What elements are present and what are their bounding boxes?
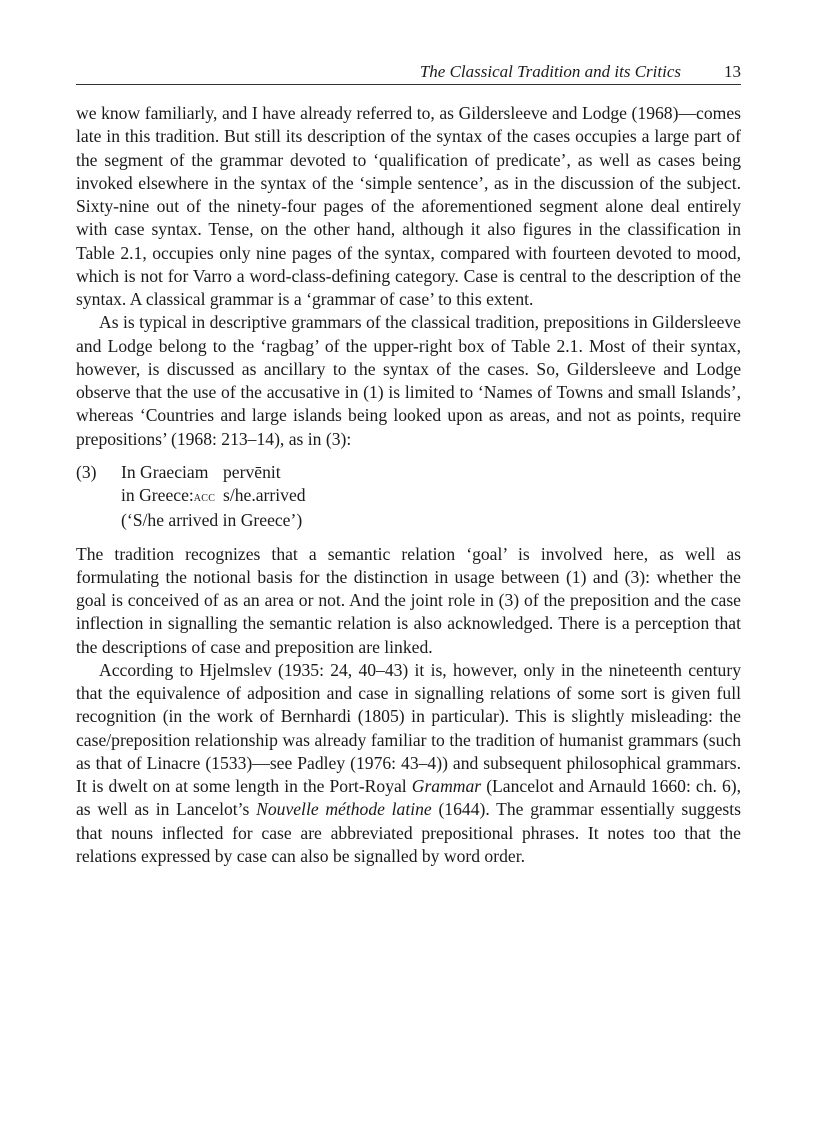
grammar-title: Grammar bbox=[411, 776, 482, 796]
gloss-word-1: in Greece:acc bbox=[121, 485, 216, 505]
example-translation: (‘S/he arrived in Greece’) bbox=[121, 510, 303, 531]
page-number: 13 bbox=[724, 62, 741, 81]
example-latin-line bbox=[121, 461, 741, 484]
paragraph-1: we know familiarly, and I have already referred to, as Gildersleeve and Lodge (1968)—comes late in this tradition. But still its description of the syntax of the cases occupies a large part of the segment of the grammar devoted to ‘qualification of predicate’, as well as cases being invoked elsewhere in the syntax of the ‘simple sentence’, as in the discussion of the subject. Sixty-nine out of the ninety-four pages of the aforementioned segment alone deal entirely with case syntax. Tense, on the other hand, although it also figures in the classification in Table 2.1, occupies only nine pages of the syntax, compared with fourteen devoted to mood, which is not for Varro a word-class-defining category. Case is central to the description of the syntax. A classical grammar is a ‘grammar of case’ to this extent. bbox=[76, 103, 741, 309]
paragraph-2: As is typical in descriptive grammars of the classical tradition, prepositions in Gildersleeve and Lodge belong to the ‘ragbag’ of the upper-right box of Table 2.1. Most of their syntax, however, is discussed as ancillary to the syntax of the cases. So, Gildersleeve and Lodge observe that the use of the accusative in (1) is limited to ‘Names of Towns and small Islands’, whereas ‘Countries and large islands being looked upon as areas, and not as points, require prepositions’ (1968: 213–14), as in (3): bbox=[76, 312, 741, 449]
latin-word-1: In Graeciam bbox=[121, 461, 209, 482]
example-gloss-line bbox=[121, 484, 741, 509]
running-title: The Classical Tradition and its Critics bbox=[419, 62, 681, 81]
acc-label: acc bbox=[193, 490, 216, 505]
body-text bbox=[76, 102, 741, 868]
latin-word-2: pervēnit bbox=[223, 461, 281, 482]
example-number: (3) bbox=[76, 461, 97, 482]
running-header bbox=[76, 62, 741, 85]
nouvelle-title: Nouvelle méthode latine bbox=[256, 799, 432, 820]
example-3 bbox=[76, 461, 741, 533]
paragraph-4: According to Hjelmslev (1935: 24, 40–43) it is, however, only in the nineteenth century that the equivalence of adposition and case in signalling relations of some sort is given full recognition (in the work of Bernhardi (1805) in particular). This is slightly misleading: the case/preposition relationship was already familiar to the tradition of humanist grammars (such as that of Linacre (1533)—see Padley (1976: 43–4)) and subsequent philosophical grammars. It is dwelt on at some length in the Port-Royal Grammar (Lancelot and Arnauld 1660: ch. 6), as well as in Lancelot’s Nouvelle méthode latine (1644). The grammar essentially suggests that nouns inflected for case are abbreviated prepositional phrases. It notes too that the relations expressed by case can also be signalled by word order. bbox=[76, 659, 742, 866]
gloss-word-2: s/he.arrived bbox=[223, 485, 306, 505]
paragraph-3: The tradition recognizes that a semantic relation ‘goal’ is involved here, as well as formulating the notional basis for the distinction in usage between (1) and (3): whether the goal is conceived of as an area or not. And the joint role in (3) of the preposition and the case inflection in signalling the semantic relation is also acknowledged. There is a perception that the descriptions of case and preposition are linked. bbox=[76, 543, 741, 657]
